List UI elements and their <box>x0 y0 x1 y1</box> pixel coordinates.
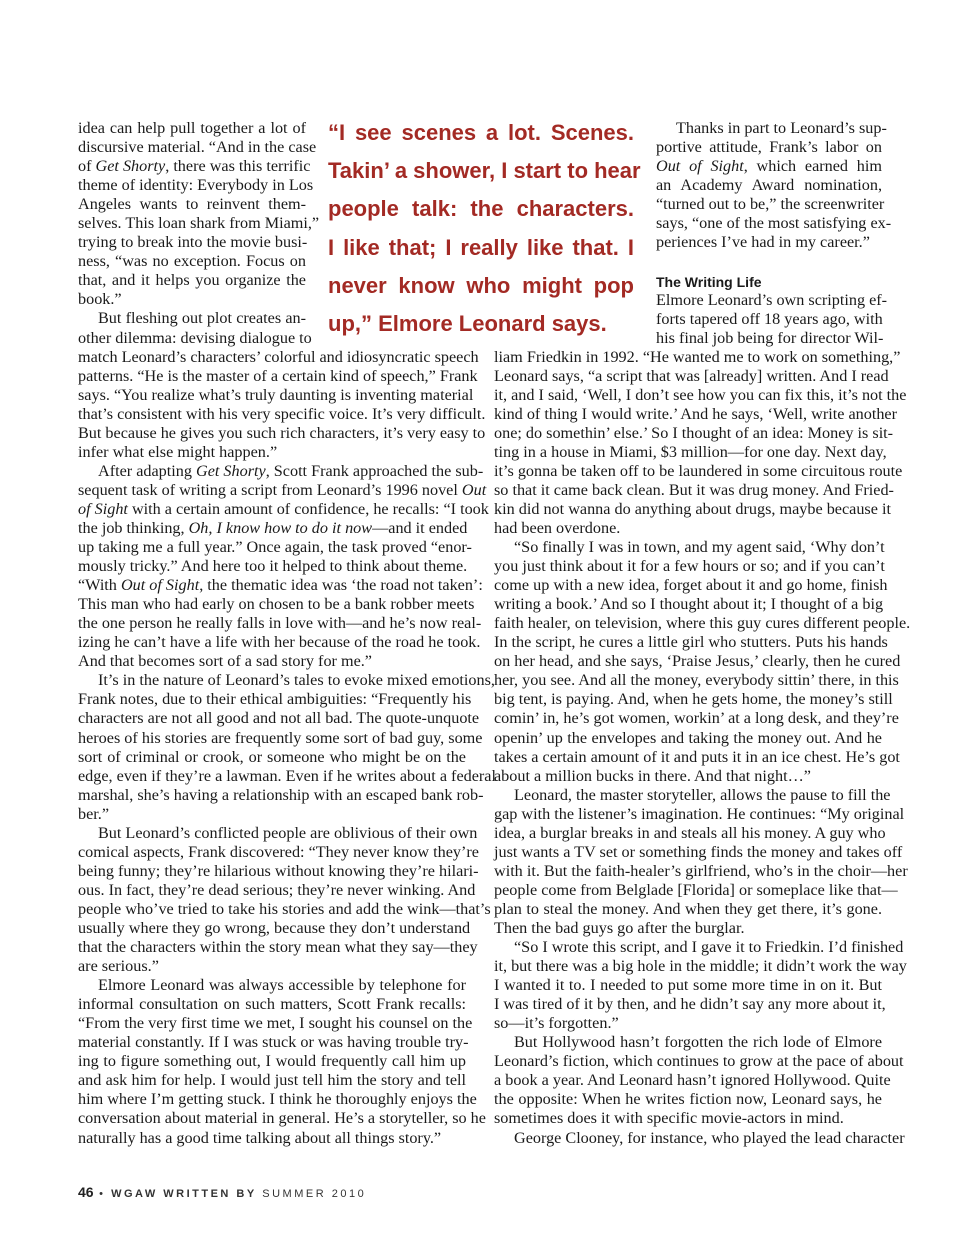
text-line: says, “one of the most satisfying ex- <box>656 214 892 233</box>
text-line: infer what else might happen.” <box>78 442 278 461</box>
text-line: says. “You realize what’s truly daunting is inventing material <box>78 385 474 404</box>
text-line: George Clooney, for instance, who played the lead character <box>514 1128 905 1147</box>
text-line: Leonard’s fiction, which continues to grow at the pace of about <box>494 1052 904 1071</box>
text-line: heroes of his stories are frequently some sort of bad guy, some <box>78 728 483 747</box>
text-line: faith healer, on television, where this guy cures different people. <box>494 614 911 633</box>
text-line: This man who had early on chosen to be a bank robber meets <box>78 595 475 614</box>
text-line: informal consultation on such matters, Scott Frank recalls: <box>78 995 466 1014</box>
text-line: “From the very first time we met, I sought his counsel on the <box>78 1014 473 1033</box>
text-line: But Leonard’s conflicted people are oblivious of their own <box>98 823 478 842</box>
text-line: Angeles wants to reinvent them- <box>78 195 306 214</box>
text-line: “So I wrote this script, and I gave it to Friedkin. I’d finished <box>514 938 904 957</box>
text-line: trying to break into the movie busi- <box>78 233 308 252</box>
text-line: forts tapered off 18 years ago, with <box>656 309 883 328</box>
text-line: patterns. “He is the master of a certain kind of speech,” Frank <box>78 366 478 385</box>
text-line: ness, “was no exception. Focus on <box>78 252 306 271</box>
text-line: liam Friedkin in 1992. “He wanted me to work on something,” <box>494 347 901 366</box>
text-line: that the characters within the story mean what they say—they <box>78 938 478 957</box>
text-line: sometimes does it with specific movie-actors in mind. <box>494 1109 844 1128</box>
text-line: Elmore Leonard was always accessible by telephone for <box>98 976 466 995</box>
text-line: the job thinking, Oh, I know how to do it now—and it ended <box>78 519 468 538</box>
text-line: After adapting Get Shorty, Scott Frank approached the sub- <box>98 461 484 480</box>
text-line: material constantly. If I was stuck or was having trouble try- <box>78 1033 469 1052</box>
text-line: I was tired of it by then, and he didn’t say any more about it, <box>494 995 886 1014</box>
text-line: one; do somethin’ else.’ So I thought of an idea: Money is sit- <box>494 423 894 442</box>
text-line: an Academy Award nomination, <box>656 176 882 195</box>
text-line: edge, even if they’re a lawman. Even if he writes about a federal <box>78 766 496 785</box>
text-line: discursive material. “And in the case <box>78 138 317 157</box>
pull-quote <box>328 114 641 343</box>
text-line: other dilemma: devising dialogue to <box>78 328 312 347</box>
text-line: it’s gonna be taken off to be laundered in some circuitous route <box>494 461 903 480</box>
text-line: writing a book.’ And so I thought about it; I thought of a big <box>494 595 884 614</box>
text-line: sequent task of writing a script from Leonard’s 1996 novel Out <box>78 480 487 499</box>
text-line: Leonard, the master storyteller, allows the pause to fill the <box>514 785 891 804</box>
text-line: I wanted it to. I needed to put some more time in on it. But <box>494 976 882 995</box>
text-line: a book a year. And Leonard hasn’t ignored Hollywood. Quite <box>494 1071 891 1090</box>
text-line: “So finally I was in town, and my agent said, ‘Why don’t <box>514 538 885 557</box>
text-line: had been overdone. <box>494 519 621 538</box>
text-line: that’s consistent with his very specific voice. It’s very difficult. <box>78 404 486 423</box>
text-line: it, but there was a big hole in the middle; it didn’t work the way <box>494 957 907 976</box>
text-line: idea can help pull together a lot of <box>78 119 306 137</box>
text-line: Then the bad guys go after the burglar. <box>494 919 745 937</box>
text-line: his final job being for director Wil- <box>656 328 884 347</box>
right-column-after-heading <box>656 290 888 348</box>
text-line: Out of Sight, which earned him <box>656 157 882 176</box>
text-line: And that becomes sort of a sad story for me.” <box>78 652 372 671</box>
text-line: book.” <box>78 290 122 309</box>
text-line: comical aspects, Frank discovered: “They never know they’re <box>78 842 479 861</box>
text-line: about a million bucks in there. And that night…” <box>494 766 811 785</box>
text-line: usually where they go wrong, because they don’t understand <box>78 919 471 937</box>
text-line: being funny; they’re hilarious without knowing they’re hilari- <box>78 861 479 880</box>
text-line: of Sight with a certain amount of confidence, he recalls: “I took <box>78 499 489 518</box>
text-line: characters are not all good and not all bad. The quote-unquote <box>78 709 480 728</box>
text-line: gap with the listener’s imagination. He continues: “My original <box>494 804 905 823</box>
text-line: periences I’ve had in my career.” <box>656 233 870 252</box>
text-line: people come from Belglade [Florida] or someplace like that— <box>494 880 898 899</box>
text-line: portive attitude, Frank’s labor on <box>656 138 882 157</box>
text-line: him where I’m getting stuck. I think he thoroughly enjoys the <box>78 1090 477 1109</box>
pull-quote-line: Takin’ a shower, I start to hear <box>328 158 641 184</box>
text-line: people who’ve tried to take his stories and add the wink—that’s <box>78 899 491 918</box>
page-number: 46 <box>78 1184 94 1200</box>
text-line: selves. This loan shark from Miami,” <box>78 214 320 233</box>
text-line: naturally has a good time talking about all things story.” <box>78 1128 442 1147</box>
text-line: ing to figure something out, I would frequently call him up <box>78 1052 466 1071</box>
pull-quote-line: “I see scenes a lot. Scenes. <box>328 120 634 145</box>
footer-separator: • <box>99 1188 106 1200</box>
text-line: Frank notes, due to their ethical ambiguities: “Frequently his <box>78 690 472 709</box>
left-column-top <box>78 119 320 348</box>
text-line: ous. In fact, they’re dead serious; they’re never winking. And <box>78 880 476 899</box>
left-column-main <box>78 347 496 1148</box>
text-line: big tent, is paying. And, when he gets home, the money’s still <box>494 690 893 709</box>
text-line: idea, a burglar breaks in and steals all his money. A guy who <box>494 823 886 842</box>
text-line: Leonard says, “a script that was [already] written. And I read <box>494 366 889 385</box>
text-line: come up with a new idea, forget about it and go home, finish <box>494 576 888 595</box>
text-line: ber.” <box>78 804 110 823</box>
text-line: In the script, he cures a little girl who stutters. Puts his hands <box>494 633 888 652</box>
text-line: up taking me a full year.” Once again, the task proved “enor- <box>78 538 472 557</box>
text-line: so that it came back clean. But it was drug money. And Fried- <box>494 480 894 499</box>
text-line: But fleshing out plot creates an- <box>98 309 306 328</box>
text-line: it, and I said, ‘Well, I don’t see how you can fix this, it’s not the <box>494 385 907 404</box>
publication-name: WGAW WRITTEN BY <box>111 1188 257 1200</box>
text-line: “turned out to be,” the screenwriter <box>656 195 885 214</box>
text-line: izing he can’t have a life with her because of the road he took. <box>78 633 481 652</box>
text-line: plan to steal the money. And when they get there, it’s gone. <box>494 899 882 918</box>
text-line: ting in a house in Miami, $3 million—for one day. Next day, <box>494 442 887 461</box>
text-line: It’s in the nature of Leonard’s tales to evoke mixed emotions, <box>98 671 495 690</box>
text-line: her, you see. And all the money, everybody sittin’ there, in this <box>494 671 899 690</box>
text-line: marshal, she’s having a relationship with an escaped bank rob- <box>78 785 484 804</box>
right-column-main <box>494 347 911 1148</box>
text-line: theme of identity: Everybody in Los <box>78 176 314 195</box>
text-line: are serious.” <box>78 957 159 976</box>
text-line: with it. But the faith-healer’s girlfriend, who’s in the choir—her <box>494 861 908 880</box>
text-line: openin’ up the envelopes and taking the money out. And he <box>494 728 882 747</box>
pull-quote-line: up,” Elmore Leonard says. <box>328 311 607 337</box>
text-line: so—it’s forgotten.” <box>494 1014 619 1033</box>
pull-quote-line: people talk: the characters. <box>328 196 634 222</box>
text-line: Elmore Leonard’s own scripting ef- <box>656 290 888 309</box>
text-line: sort of criminal or crook, or someone who might be on the <box>78 747 466 766</box>
text-line: “With Out of Sight, the thematic idea was ‘the road not taken’: <box>78 576 483 595</box>
text-line: that, and it helps you organize the <box>78 271 306 290</box>
page-footer <box>78 1184 366 1200</box>
text-line: of Get Shorty, there was this terrific <box>78 157 311 176</box>
text-line: just wants a TV set or something finds the money and takes off <box>494 842 903 861</box>
section-heading: The Writing Life <box>656 274 762 290</box>
text-line: But because he gives you such rich characters, it’s very easy to <box>78 423 486 442</box>
issue-date: SUMMER 2010 <box>262 1188 367 1200</box>
text-line: you just think about it for a few hours or so; and if you can’t <box>494 557 885 576</box>
text-line: the opposite: When he writes fiction now, Leonard says, he <box>494 1090 882 1109</box>
text-line: Thanks in part to Leonard’s sup- <box>676 119 887 137</box>
text-line: kin did not wanna do anything about drugs, maybe because it <box>494 499 891 518</box>
text-line: the one person he really falls in love with—and he’s now real- <box>78 614 482 633</box>
text-line: on her head, and she says, ‘Praise Jesus,’ clearly, then he cured <box>494 652 901 671</box>
text-line: But Hollywood hasn’t forgotten the rich lode of Elmore <box>514 1033 882 1052</box>
pull-quote-line: never know who might pop <box>328 272 634 298</box>
pull-quote-line: I like that; I really like that. I <box>328 234 634 260</box>
text-line: mously tricky.” And here too it helped to think about theme. <box>78 557 468 576</box>
text-line: match Leonard’s characters’ colorful and idiosyncratic speech <box>78 347 479 366</box>
right-column-top <box>656 119 892 252</box>
text-line: conversation about material in general. He’s a storyteller, so he <box>78 1109 486 1128</box>
text-line: and ask him for help. I would just tell him the story and tell <box>78 1071 466 1090</box>
text-line: comin’ in, he’s got women, workin’ at a long desk, and they’re <box>494 709 899 728</box>
text-line: takes a certain amount of it and puts it in an ice chest. He’s got <box>494 747 900 766</box>
text-line: kind of thing I would write.’ And he says, ‘Well, write another <box>494 404 897 423</box>
